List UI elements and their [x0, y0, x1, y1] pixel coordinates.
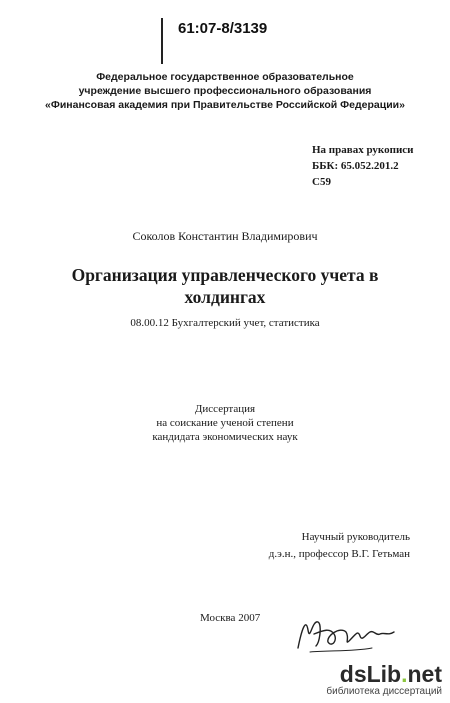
bbk-code: ББК: 65.052.201.2: [312, 160, 399, 172]
city-year: Москва 2007: [200, 612, 261, 624]
dissertation-title: [0, 264, 450, 308]
rights-block: [312, 142, 414, 190]
institution-line: учреждение высшего профессионального образования: [78, 85, 372, 97]
supervisor-label: Научный руководитель: [301, 531, 410, 543]
watermark-subtitle: библиотека диссертаций: [326, 686, 442, 697]
institution-block: [0, 70, 450, 112]
archive-code: 61:07-8/3139: [178, 20, 268, 37]
watermark-brand-dot: .: [401, 661, 408, 687]
supervisor-block: [110, 529, 410, 563]
watermark-brand: [326, 662, 442, 686]
classification-code: С59: [312, 176, 331, 188]
archive-separator-line: [161, 18, 163, 64]
title-line: холдингах: [184, 287, 266, 307]
degree-line: на соискание ученой степени: [156, 417, 294, 429]
supervisor-name: д.э.н., профессор В.Г. Гетьман: [268, 548, 410, 560]
rights-label: На правах рукописи: [312, 144, 414, 156]
watermark-brand-suffix: net: [407, 661, 442, 687]
author-name: Соколов Константин Владимирович: [132, 229, 318, 243]
specialty-code: 08.00.12 Бухгалтерский учет, статистика: [130, 317, 320, 329]
watermark-logo: [326, 662, 442, 697]
watermark-brand-prefix: dsLib: [339, 661, 402, 687]
degree-line: Диссертация: [194, 403, 256, 415]
institution-line: Федеральное государственное образовательное: [96, 71, 354, 83]
title-line: Организация управленческого учета в: [71, 265, 379, 285]
institution-line: «Финансовая академия при Правительстве Российской Федерации»: [45, 99, 405, 111]
degree-line: кандидата экономических наук: [152, 431, 298, 443]
degree-block: [0, 402, 450, 444]
signature-icon: [290, 608, 400, 660]
